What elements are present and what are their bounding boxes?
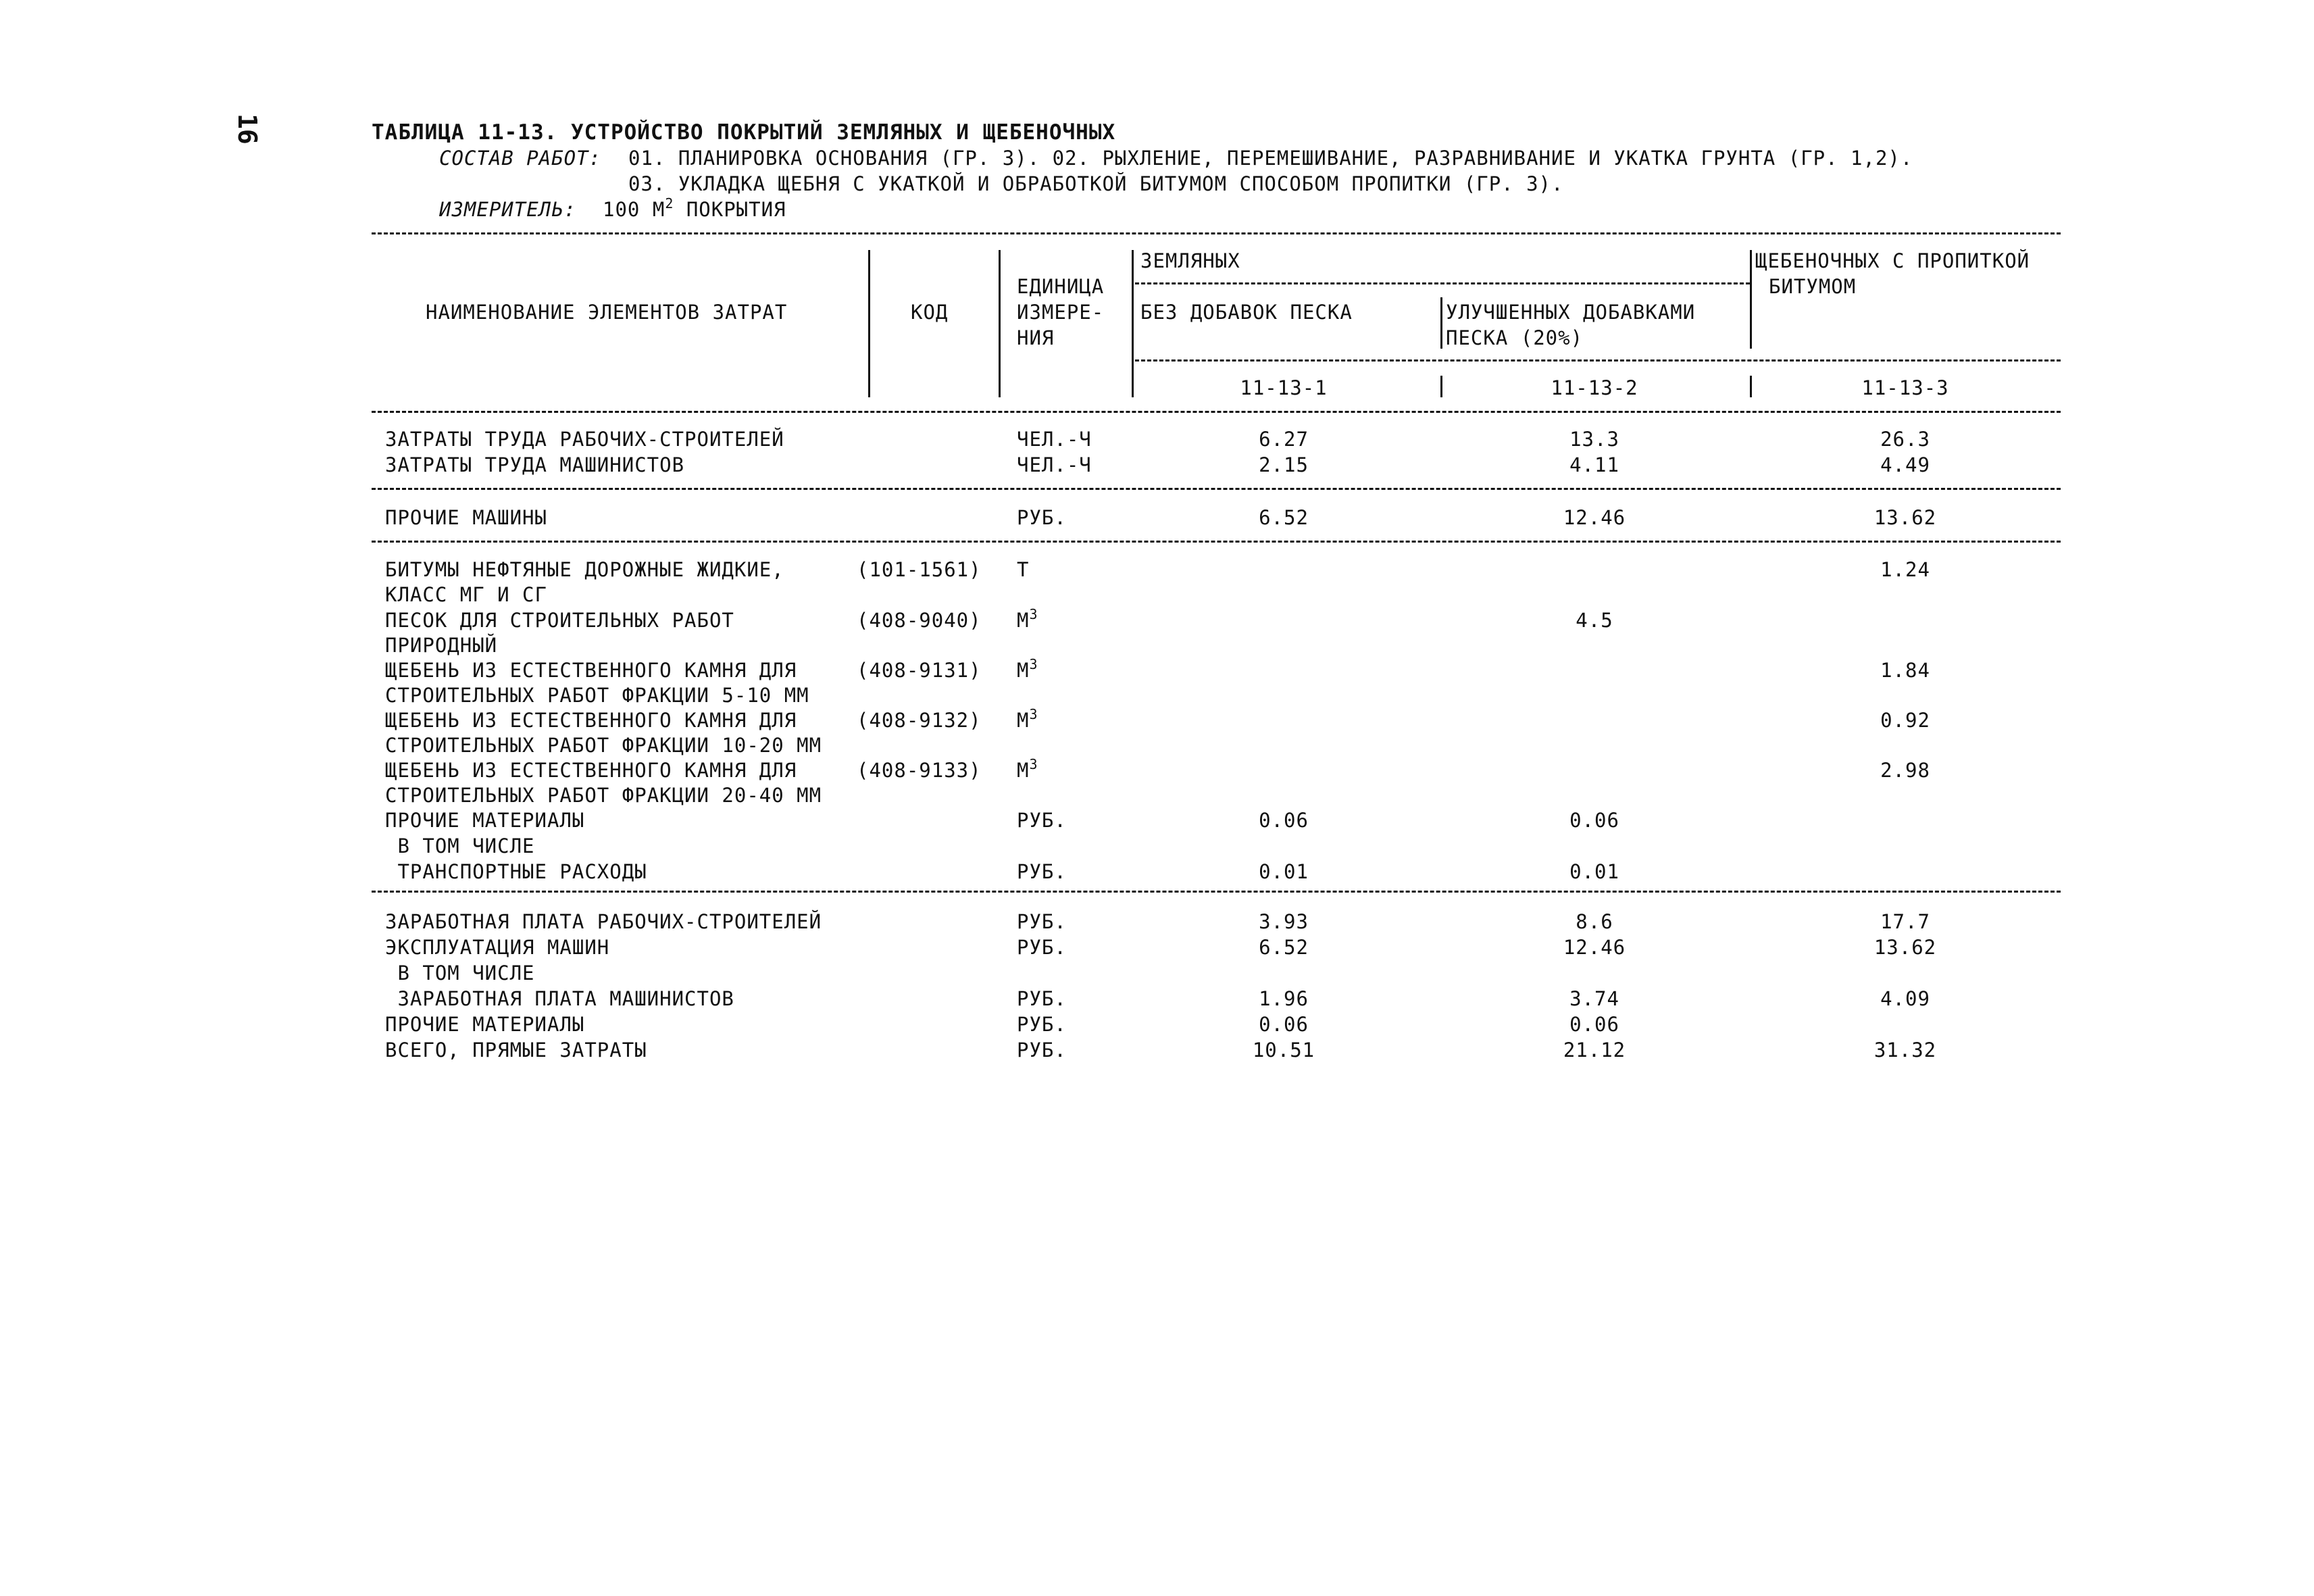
section-rule-3 <box>372 891 2061 893</box>
header-name: НАИМЕНОВАНИЕ ЭЛЕМЕНТОВ ЗАТРАТ <box>426 301 788 324</box>
header-unit-1: ЕДИНИЦА <box>1017 275 1105 298</box>
row-value-11-13-1: 2.15 <box>1259 453 1309 476</box>
col-divider-4b <box>1440 376 1442 397</box>
row-unit: РУБ. <box>1017 1039 1067 1062</box>
row-name: ЗАРАБОТНАЯ ПЛАТА МАШИНИСТОВ <box>385 987 734 1010</box>
row-name: ЩЕБЕНЬ ИЗ ЕСТЕСТВЕННОГО КАМНЯ ДЛЯ <box>385 759 797 782</box>
row-value-11-13-1: 0.01 <box>1259 860 1309 883</box>
row-name-cont: СТРОИТЕЛЬНЫХ РАБОТ ФРАКЦИИ 20-40 ММ <box>385 784 822 807</box>
row-name: БИТУМЫ НЕФТЯНЫЕ ДОРОЖНЫЕ ЖИДКИЕ, <box>385 558 784 581</box>
row-unit: РУБ. <box>1017 936 1067 959</box>
header-col-1: 11-13-1 <box>1240 376 1328 399</box>
row-unit: $М^3$ <box>1017 656 1038 682</box>
row-unit: РУБ. <box>1017 506 1067 529</box>
row-unit: РУБ. <box>1017 860 1067 883</box>
col-divider-3 <box>1132 250 1134 397</box>
row-unit: РУБ. <box>1017 1013 1067 1036</box>
row-value-11-13-3: 31.32 <box>1873 1039 1937 1062</box>
row-value-11-13-3: 4.09 <box>1880 987 1930 1010</box>
col-divider-1 <box>868 250 870 397</box>
row-value-11-13-1: 6.52 <box>1259 936 1309 959</box>
header-gravel-1: ЩЕБЕНОЧНЫХ С ПРОПИТКОЙ <box>1755 249 2030 272</box>
header-rule-top <box>372 232 2061 234</box>
row-name: ПРОЧИЕ МАТЕРИАЛЫ <box>385 809 585 832</box>
row-name: ВСЕГО, ПРЯМЫЕ ЗАТРАТЫ <box>385 1039 647 1062</box>
row-value-11-13-2: 12.46 <box>1563 936 1626 959</box>
row-name-cont: КЛАСС МГ И СГ <box>385 583 547 606</box>
header-unit-2: ИЗМЕРЕ- <box>1017 301 1105 324</box>
header-rule-bottom <box>372 411 2061 413</box>
row-code: (408-9132) <box>857 709 982 732</box>
row-name: ЭКСПЛУАТАЦИЯ МАШИН <box>385 936 610 959</box>
row-value-11-13-3: 1.84 <box>1880 659 1930 682</box>
section-rule-1 <box>372 488 2061 490</box>
measure-value: 100 $М^2$ ПОКРЫТИЯ <box>603 195 786 221</box>
header-no-sand: БЕЗ ДОБАВОК ПЕСКА <box>1140 301 1353 324</box>
row-name: ПРОЧИЕ МАТЕРИАЛЫ <box>385 1013 585 1036</box>
row-unit: РУБ. <box>1017 910 1067 933</box>
row-value-11-13-2: 4.5 <box>1576 609 1613 632</box>
row-value-11-13-3: 13.62 <box>1873 936 1937 959</box>
row-name: ЩЕБЕНЬ ИЗ ЕСТЕСТВЕННОГО КАМНЯ ДЛЯ <box>385 659 797 682</box>
row-value-11-13-3: 26.3 <box>1880 428 1930 451</box>
col-divider-5b <box>1750 376 1752 397</box>
work-label: СОСТАВ РАБОТ: <box>439 147 601 170</box>
measure-label: ИЗМЕРИТЕЛЬ: <box>439 198 577 221</box>
row-code: (408-9133) <box>857 759 982 782</box>
row-code: (101-1561) <box>857 558 982 581</box>
row-value-11-13-2: 21.12 <box>1563 1039 1626 1062</box>
header-unit-3: НИЯ <box>1017 326 1055 349</box>
row-unit: $М^3$ <box>1017 756 1038 782</box>
header-code: КОД <box>911 301 949 324</box>
row-value-11-13-2: 0.06 <box>1569 809 1619 832</box>
row-value-11-13-2: 13.3 <box>1569 428 1619 451</box>
page-number: 16 <box>232 114 262 145</box>
row-code: (408-9131) <box>857 659 982 682</box>
header-earth: ЗЕМЛЯНЫХ <box>1140 249 1240 272</box>
row-value-11-13-2: 0.06 <box>1569 1013 1619 1036</box>
header-rule-earth <box>1135 282 1750 284</box>
row-value-11-13-3: 4.49 <box>1880 453 1930 476</box>
row-value-11-13-2: 0.01 <box>1569 860 1619 883</box>
header-improved-1: УЛУЧШЕННЫХ ДОБАВКАМИ <box>1446 301 1696 324</box>
row-value-11-13-1: 6.52 <box>1259 506 1309 529</box>
row-value-11-13-1: 0.06 <box>1259 1013 1309 1036</box>
header-rule-codes <box>1135 359 2061 361</box>
work-line-2: 03. УКЛАДКА ЩЕБНЯ С УКАТКОЙ И ОБРАБОТКОЙ БИТУМОМ СПОСОБОМ ПРОПИТКИ (ГР. 3). <box>628 172 1564 195</box>
row-name-cont: СТРОИТЕЛЬНЫХ РАБОТ ФРАКЦИИ 5-10 ММ <box>385 684 809 707</box>
row-name-cont: СТРОИТЕЛЬНЫХ РАБОТ ФРАКЦИИ 10-20 ММ <box>385 734 822 757</box>
row-unit: Т <box>1017 558 1030 581</box>
header-gravel-2: БИТУМОМ <box>1769 275 1857 298</box>
row-unit: $М^3$ <box>1017 606 1038 632</box>
row-value-11-13-1: 1.96 <box>1259 987 1309 1010</box>
row-name-cont: ПРИРОДНЫЙ <box>385 634 498 657</box>
row-unit: $М^3$ <box>1017 706 1038 732</box>
row-code: (408-9040) <box>857 609 982 632</box>
header-improved-2: ПЕСКА (20%) <box>1446 326 1584 349</box>
row-value-11-13-1: 10.51 <box>1252 1039 1315 1062</box>
row-value-11-13-3: 0.92 <box>1880 709 1930 732</box>
row-name: В ТОМ ЧИСЛЕ <box>385 834 535 857</box>
row-value-11-13-1: 3.93 <box>1259 910 1309 933</box>
row-name: В ТОМ ЧИСЛЕ <box>385 962 535 984</box>
row-name: ТРАНСПОРТНЫЕ РАСХОДЫ <box>385 860 647 883</box>
row-unit: РУБ. <box>1017 809 1067 832</box>
header-col-2: 11-13-2 <box>1551 376 1638 399</box>
header-col-3: 11-13-3 <box>1861 376 1949 399</box>
row-value-11-13-2: 8.6 <box>1576 910 1613 933</box>
row-value-11-13-3: 1.24 <box>1880 558 1930 581</box>
col-divider-2 <box>999 250 1001 397</box>
table-title: ТАБЛИЦА 11-13. УСТРОЙСТВО ПОКРЫТИЙ ЗЕМЛЯНЫХ И ЩЕБЕНОЧНЫХ <box>372 120 1116 145</box>
row-value-11-13-2: 12.46 <box>1563 506 1626 529</box>
row-name: ЗАРАБОТНАЯ ПЛАТА РАБОЧИХ-СТРОИТЕЛЕЙ <box>385 910 822 933</box>
work-line-1: 01. ПЛАНИРОВКА ОСНОВАНИЯ (ГР. 3). 02. РЫХЛЕНИЕ, ПЕРЕМЕШИВАНИЕ, РАЗРАВНИВАНИЕ И УКАТКА ГРУНТА (ГР. 1,2). <box>628 147 1913 170</box>
row-name: ПРОЧИЕ МАШИНЫ <box>385 506 547 529</box>
row-unit: РУБ. <box>1017 987 1067 1010</box>
row-value-11-13-3: 13.62 <box>1873 506 1937 529</box>
row-value-11-13-3: 2.98 <box>1880 759 1930 782</box>
row-value-11-13-2: 3.74 <box>1569 987 1619 1010</box>
col-divider-4 <box>1440 297 1442 349</box>
row-name: ЩЕБЕНЬ ИЗ ЕСТЕСТВЕННОГО КАМНЯ ДЛЯ <box>385 709 797 732</box>
row-value-11-13-3: 17.7 <box>1880 910 1930 933</box>
row-name: ЗАТРАТЫ ТРУДА МАШИНИСТОВ <box>385 453 685 476</box>
row-value-11-13-2: 4.11 <box>1569 453 1619 476</box>
row-value-11-13-1: 6.27 <box>1259 428 1309 451</box>
section-rule-2 <box>372 541 2061 543</box>
col-divider-5 <box>1750 250 1752 349</box>
row-unit: ЧЕЛ.-Ч <box>1017 453 1092 476</box>
row-value-11-13-1: 0.06 <box>1259 809 1309 832</box>
row-name: ЗАТРАТЫ ТРУДА РАБОЧИХ-СТРОИТЕЛЕЙ <box>385 428 784 451</box>
row-name: ПЕСОК ДЛЯ СТРОИТЕЛЬНЫХ РАБОТ <box>385 609 734 632</box>
row-unit: ЧЕЛ.-Ч <box>1017 428 1092 451</box>
